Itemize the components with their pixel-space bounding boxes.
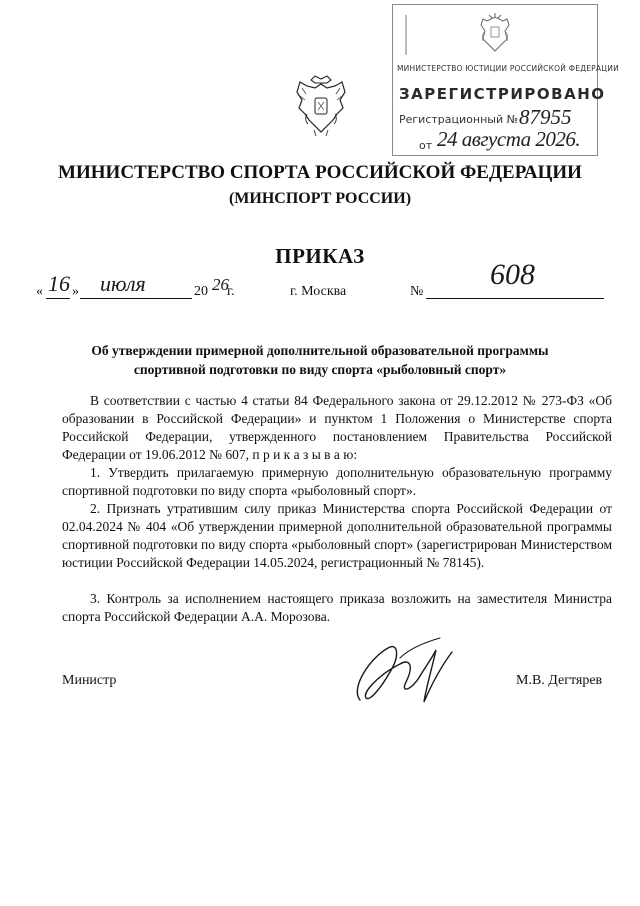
date-quote-close: » <box>72 284 79 299</box>
body-paragraph-text: В соответствии с частью 4 статьи 84 Федерального закона от 29.12.2012 № 273-ФЗ «Об образовании в Российской Федерации» и пунктом 1 Положения о Министерстве спорта Российской Федерации, утвержденного постановлением Правительства Российской Федерации от 19.06.2012 № 607, п р и к а з ы в а ю: <box>62 393 612 462</box>
handwritten-signature <box>340 628 470 718</box>
date-year-handwritten: 26 <box>212 275 229 294</box>
signatory-name: М.В. Дегтярев <box>516 673 603 688</box>
registration-stamp <box>392 4 619 156</box>
date-year-prefix: 20 <box>194 284 208 299</box>
stamp-regno-value: 87955 <box>519 105 572 129</box>
date-day-handwritten: 16 <box>48 271 70 296</box>
date-month-underline <box>80 298 192 299</box>
body-paragraph-text: 3. Контроль за исполнением настоящего приказа возложить на заместителя Министра спорта Российской Федерации А.А. Морозова. <box>62 591 612 624</box>
stamp-registered: ЗАРЕГИСТРИРОВАНО <box>399 85 606 103</box>
order-city: г. Москва <box>290 284 347 299</box>
body-paragraph-text: 2. Признать утратившим силу приказ Министерства спорта Российской Федерации от 02.04.2024 № 404 «Об утверждении примерной дополнительной образовательной программы спортивной подготовки по виду спорта «рыболовный спорт» (зарегистрирован Министерством юстиции Российской Федерации 14.05.2024, регистрационный № 78145). <box>62 501 612 570</box>
signatory-position: Министр <box>62 673 117 688</box>
document-type-title: ПРИКАЗ <box>275 244 365 268</box>
body-paragraph-text: 1. Утвердить прилагаемую примерную дополнительную образовательную программу спортивной подготовки по виду спорта «рыболовный спорт». <box>62 465 612 498</box>
ministry-title: МИНИСТЕРСТВО СПОРТА РОССИЙСКОЙ ФЕДЕРАЦИИ <box>58 162 582 183</box>
stamp-regno-label: Регистрационный № <box>399 113 519 126</box>
date-month-handwritten: июля <box>100 271 146 296</box>
body-paragraph-item-3 <box>62 590 612 626</box>
date-year-abbr: г. <box>227 284 235 299</box>
order-number-underline <box>426 298 604 299</box>
stamp-ministry: МИНИСТЕРСТВО ЮСТИЦИИ РОССИЙСКОЙ ФЕДЕРАЦИИ <box>397 64 619 73</box>
coat-of-arms-icon <box>475 11 515 55</box>
date-quote-open: « <box>36 284 43 299</box>
order-number-handwritten: 608 <box>490 258 535 291</box>
body-paragraph-item-2 <box>62 500 612 572</box>
body-paragraph-preamble <box>62 392 612 464</box>
coat-of-arms-icon <box>294 74 348 140</box>
stamp-date-prefix: от <box>419 139 433 152</box>
order-subject: Об утверждении примерной дополнительной образовательной программы спортивной подготовки по виду спорта «рыболовный спорт» <box>91 343 549 377</box>
stamp-edge-mark <box>405 15 407 55</box>
body-paragraph-item-1 <box>62 464 612 500</box>
date-day-underline <box>46 298 70 299</box>
ministry-short-name: (МИНСПОРТ РОССИИ) <box>228 190 412 207</box>
order-number-label: № <box>410 284 424 299</box>
stamp-date-value: 24 августа 2026. <box>437 127 581 151</box>
